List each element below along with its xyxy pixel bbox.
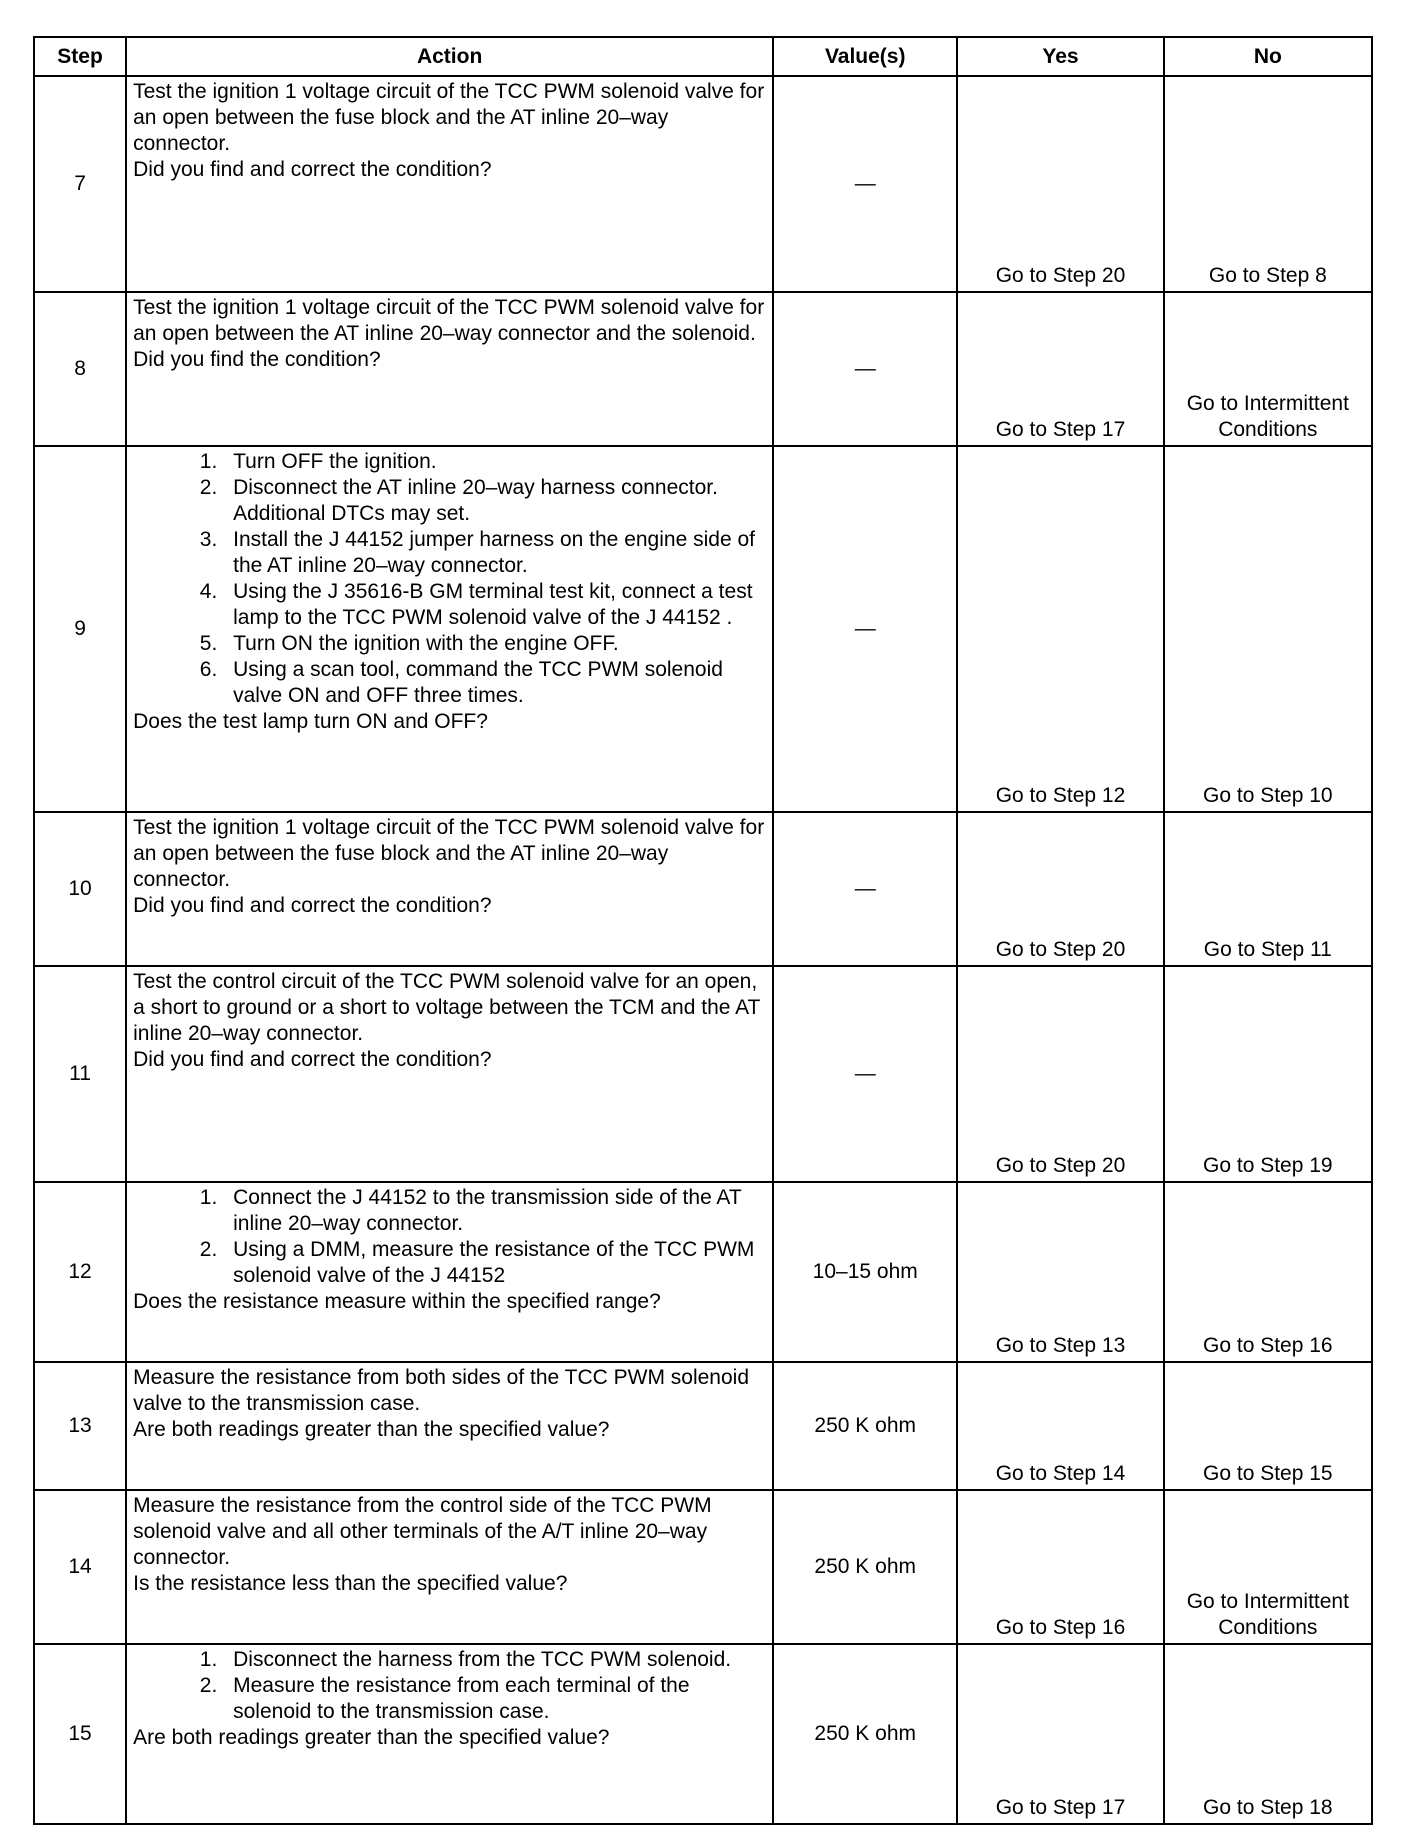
action-cell [126, 1490, 773, 1644]
yes-result: Go to Step 17 [995, 418, 1126, 441]
no-result-line2: Conditions [1218, 418, 1318, 441]
value-cell: — [773, 446, 957, 812]
table-row [34, 812, 1372, 966]
procedure-list [133, 449, 766, 709]
no-cell [1164, 812, 1372, 966]
no-result [1165, 391, 1371, 443]
action-text: Test the ignition 1 voltage circuit of the TCC PWM solenoid valve for an open between the AT inline 20–way connector and the solenoid. [133, 296, 765, 345]
action-question: Did you find and correct the condition? [133, 894, 492, 917]
value-cell: 10–15 ohm [773, 1182, 957, 1362]
action-cell [126, 76, 773, 292]
action-question: Does the resistance measure within the specified range? [133, 1290, 661, 1313]
no-result-line2: Conditions [1218, 1616, 1318, 1639]
procedure-step: 1. Disconnect the harness from the TCC PWM solenoid. [223, 1647, 766, 1673]
procedure-list [133, 1185, 766, 1289]
header-row [34, 37, 1372, 76]
value-cell: — [773, 76, 957, 292]
no-result: Go to Step 11 [1203, 938, 1332, 961]
table-row [34, 1362, 1372, 1490]
header-step: Step [34, 37, 126, 76]
procedure-step: 4. Using the J 35616-B GM terminal test kit, connect a test lamp to the TCC PWM solenoid valve of the J 44152 . [223, 579, 766, 631]
action-question: Is the resistance less than the specified value? [133, 1572, 568, 1595]
value-cell: 250 K ohm [773, 1362, 957, 1490]
step-number: 9 [34, 446, 126, 812]
no-result: Go to Step 8 [1208, 264, 1327, 287]
no-cell [1164, 966, 1372, 1182]
table-row [34, 1490, 1372, 1644]
step-number: 14 [34, 1490, 126, 1644]
action-cell [126, 966, 773, 1182]
value-cell: — [773, 812, 957, 966]
yes-result: Go to Step 20 [995, 1154, 1126, 1177]
table-row [34, 1182, 1372, 1362]
no-result: Go to Step 16 [1203, 1334, 1333, 1357]
yes-result: Go to Step 13 [995, 1334, 1126, 1357]
yes-result: Go to Step 14 [995, 1462, 1126, 1485]
yes-result: Go to Step 16 [995, 1616, 1126, 1639]
header-yes: Yes [957, 37, 1163, 76]
table-row [34, 76, 1372, 292]
yes-result: Go to Step 12 [995, 784, 1126, 807]
procedure-step: 2. Using a DMM, measure the resistance of the TCC PWM solenoid valve of the J 44152 [223, 1237, 766, 1289]
step-number: 8 [34, 292, 126, 446]
header-no: No [1164, 37, 1372, 76]
action-cell [126, 812, 773, 966]
action-question: Does the test lamp turn ON and OFF? [133, 710, 488, 733]
value-cell: 250 K ohm [773, 1490, 957, 1644]
table-row [34, 966, 1372, 1182]
action-cell [126, 1182, 773, 1362]
action-cell [126, 1644, 773, 1824]
yes-result: Go to Step 20 [995, 938, 1126, 961]
header-values: Value(s) [773, 37, 957, 76]
no-result: Go to Step 15 [1203, 1462, 1333, 1485]
no-cell [1164, 1182, 1372, 1362]
no-result-line1: Go to Intermittent [1186, 1590, 1349, 1613]
action-question: Are both readings greater than the specified value? [133, 1418, 610, 1441]
action-question: Did you find the condition? [133, 348, 381, 371]
step-number: 15 [34, 1644, 126, 1824]
step-number: 12 [34, 1182, 126, 1362]
procedure-step: 5. Turn ON the ignition with the engine OFF. [223, 631, 766, 657]
action-question: Did you find and correct the condition? [133, 158, 492, 181]
value-cell: — [773, 292, 957, 446]
action-question: Are both readings greater than the specified value? [133, 1726, 610, 1749]
no-result: Go to Step 19 [1203, 1154, 1333, 1177]
table-row [34, 1644, 1372, 1824]
action-cell [126, 446, 773, 812]
value-cell: 250 K ohm [773, 1644, 957, 1824]
no-result: Go to Step 18 [1203, 1796, 1333, 1819]
no-cell [1164, 1362, 1372, 1490]
action-text: Test the ignition 1 voltage circuit of the TCC PWM solenoid valve for an open between the fuse block and the AT inline 20–way connector. [133, 80, 765, 155]
no-result: Go to Step 10 [1203, 784, 1333, 807]
yes-cell [957, 966, 1163, 1182]
value-cell: — [773, 966, 957, 1182]
action-question: Did you find and correct the condition? [133, 1048, 492, 1071]
yes-cell [957, 292, 1163, 446]
diagnostic-table [33, 36, 1373, 1825]
procedure-step: 3. Install the J 44152 jumper harness on the engine side of the AT inline 20–way connector. [223, 527, 766, 579]
yes-cell [957, 812, 1163, 966]
table-row [34, 446, 1372, 812]
no-cell [1164, 1490, 1372, 1644]
procedure-list [133, 1647, 766, 1725]
yes-cell [957, 1490, 1163, 1644]
action-text: Measure the resistance from the control side of the TCC PWM solenoid valve and all other terminals of the A/T inline 20–way connector. [133, 1494, 712, 1569]
action-cell [126, 1362, 773, 1490]
procedure-step: 6. Using a scan tool, command the TCC PWM solenoid valve ON and OFF three times. [223, 657, 766, 709]
action-cell [126, 292, 773, 446]
action-text: Test the control circuit of the TCC PWM solenoid valve for an open, a short to ground or a short to voltage between the TCM and the AT inline 20–way connector. [133, 970, 761, 1045]
step-number: 7 [34, 76, 126, 292]
procedure-step: 1. Turn OFF the ignition. [223, 449, 766, 475]
yes-cell [957, 1644, 1163, 1824]
step-number: 11 [34, 966, 126, 1182]
yes-cell [957, 1362, 1163, 1490]
yes-cell [957, 446, 1163, 812]
yes-cell [957, 76, 1163, 292]
action-text: Test the ignition 1 voltage circuit of the TCC PWM solenoid valve for an open between the fuse block and the AT inline 20–way connector. [133, 816, 765, 891]
no-cell [1164, 76, 1372, 292]
no-cell [1164, 292, 1372, 446]
no-result [1165, 1589, 1371, 1641]
procedure-step: 2. Disconnect the AT inline 20–way harness connector. Additional DTCs may set. [223, 475, 766, 527]
procedure-step: 1. Connect the J 44152 to the transmission side of the AT inline 20–way connector. [223, 1185, 766, 1237]
step-number: 13 [34, 1362, 126, 1490]
yes-cell [957, 1182, 1163, 1362]
table-row [34, 292, 1372, 446]
header-action: Action [126, 37, 773, 76]
action-text: Measure the resistance from both sides of the TCC PWM solenoid valve to the transmission case. [133, 1366, 750, 1415]
no-result-line1: Go to Intermittent [1186, 392, 1349, 415]
procedure-step: 2. Measure the resistance from each terminal of the solenoid to the transmission case. [223, 1673, 766, 1725]
step-number: 10 [34, 812, 126, 966]
no-cell [1164, 446, 1372, 812]
yes-result: Go to Step 17 [995, 1796, 1126, 1819]
no-cell [1164, 1644, 1372, 1824]
yes-result: Go to Step 20 [995, 264, 1126, 287]
